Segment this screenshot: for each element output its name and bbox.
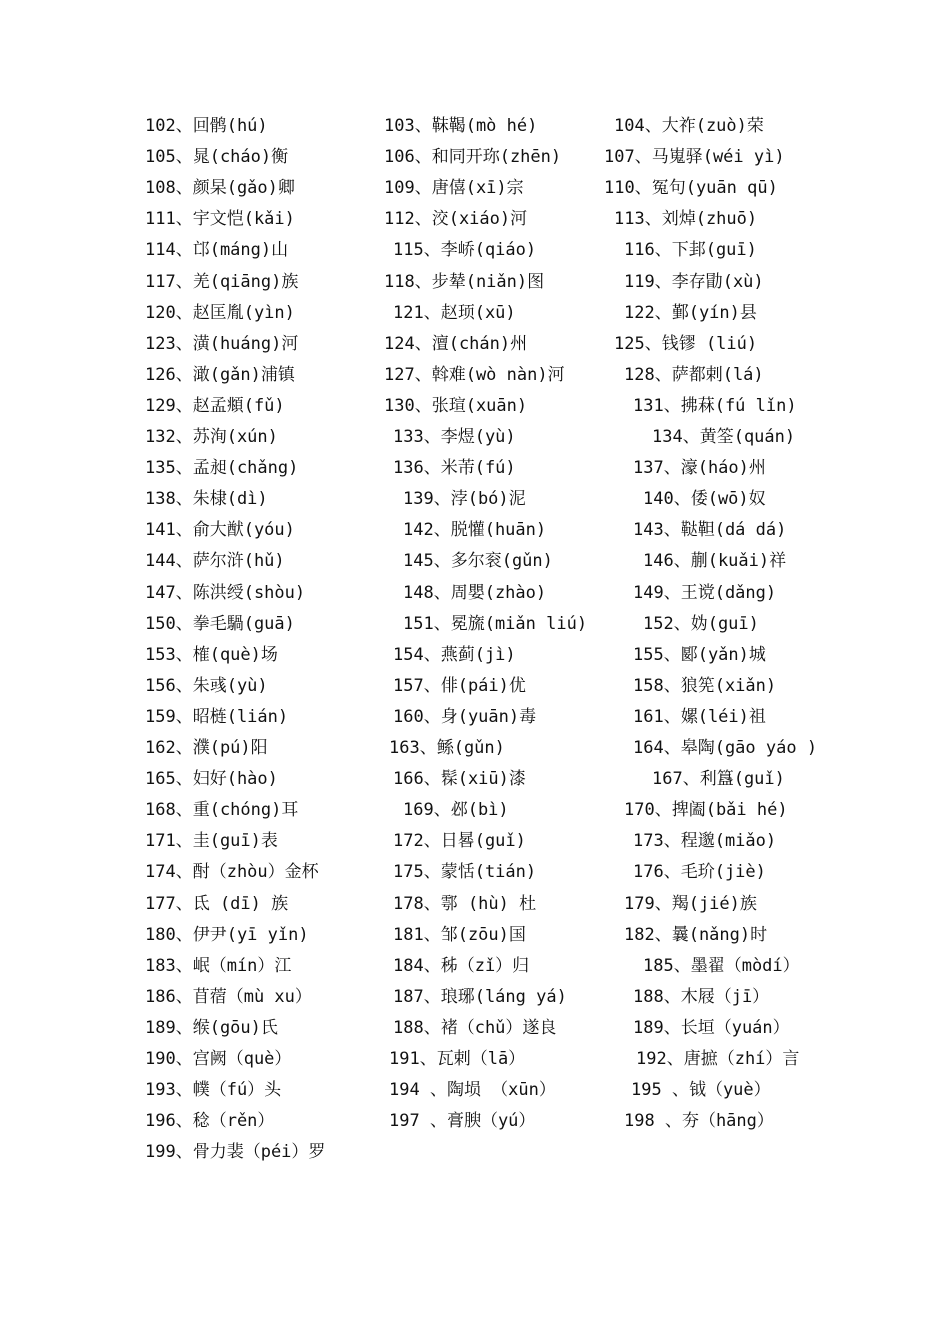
term-entry: 143、鞑靼(dá dá) (633, 520, 787, 541)
entry-row (0, 1017, 950, 1047)
entry-row (0, 768, 950, 798)
term-entry: 147、陈洪绶(shòu) (145, 582, 306, 603)
term-entry: 108、颜杲(gǎo)卿 (145, 178, 295, 199)
entry-row (0, 924, 950, 954)
term-entry: 102、回鹘(hú) (145, 116, 268, 136)
term-entry: 170、捭阖(bǎi hé) (624, 800, 788, 821)
term-entry: 179、羯(jié)族 (624, 893, 757, 914)
entry-row (0, 737, 950, 767)
entry-row (0, 271, 950, 301)
entry-row (0, 115, 950, 145)
term-entry: 189、长垣（yuán） (633, 1017, 790, 1038)
entry-row (0, 675, 950, 705)
entry-row (0, 830, 950, 860)
entry-row (0, 146, 950, 176)
term-entry: 116、下邽(guī) (624, 240, 757, 261)
term-entry: 188、木屐（jī） (633, 986, 770, 1007)
term-entry: 127、斡难(wò nàn)河 (384, 364, 565, 385)
term-entry: 164、皋陶(gāo yáo ) (633, 738, 818, 758)
term-entry: 138、朱棣(dì) (145, 489, 268, 510)
term-entry: 152、妫(guī) (643, 613, 759, 634)
entry-row (0, 426, 950, 456)
term-entry: 129、赵孟頫(fǔ) (145, 395, 285, 416)
term-entry: 126、澉(gǎn)浦镇 (145, 364, 295, 385)
term-entry: 182、曩(nǎng)时 (624, 924, 768, 945)
term-entry: 151、冕旒(miǎn liú) (403, 613, 588, 634)
term-entry: 193、幞（fú）头 (145, 1080, 282, 1101)
term-entry: 142、脱懽(huān) (403, 520, 547, 541)
entry-row (0, 1141, 950, 1171)
term-entry: 123、潢(huáng)河 (145, 333, 299, 354)
entry-row (0, 177, 950, 207)
entry-row (0, 395, 950, 425)
term-entry: 141、俞大猷(yóu) (145, 520, 295, 541)
term-entry: 171、圭(guī)表 (145, 831, 278, 852)
term-entry: 187、琅琊(láng yá) (393, 986, 567, 1007)
entry-row (0, 1048, 950, 1078)
entry-row (0, 519, 950, 549)
term-entry: 119、李存勖(xù) (624, 271, 764, 292)
entry-row (0, 986, 950, 1016)
term-entry: 175、蒙恬(tián) (393, 862, 537, 883)
entry-row (0, 893, 950, 923)
term-entry: 190、宫阙（què） (145, 1049, 292, 1069)
term-entry: 139、浡(bó)泥 (403, 489, 526, 510)
term-entry: 168、重(chóng)耳 (145, 800, 299, 821)
term-entry: 191、瓦剌（lā） (389, 1049, 526, 1069)
entry-row (0, 582, 950, 612)
term-entry: 192、唐摭（zhí）言 (636, 1049, 800, 1069)
term-entry: 174、酎（zhòu）金杯 (145, 862, 319, 883)
term-entry: 188、褚（chǔ）遂良 (393, 1017, 557, 1038)
term-entry: 198 、夯（hāng） (624, 1111, 774, 1132)
term-entry: 173、程邈(miǎo) (633, 831, 777, 852)
term-entry: 109、唐僖(xī)宗 (384, 178, 524, 199)
term-entry: 111、宇文恺(kǎi) (145, 209, 295, 230)
term-entry: 120、赵匡胤(yìn) (145, 302, 295, 323)
entry-row (0, 239, 950, 269)
term-entry: 128、萨都剌(lá) (624, 364, 764, 385)
entry-row (0, 488, 950, 518)
term-entry: 125、钱镠 (liú) (614, 333, 758, 354)
term-entry: 112、洨(xiáo)河 (384, 209, 528, 230)
entry-row (0, 799, 950, 829)
term-entry: 186、苜蓿（mù xu） (145, 986, 312, 1007)
term-entry: 133、李煜(yù) (393, 427, 516, 447)
term-entry: 148、周嬰(zhào) (403, 582, 547, 603)
term-entry: 118、步辇(niǎn)图 (384, 271, 545, 292)
term-entry: 155、郾(yǎn)城 (633, 644, 766, 665)
entry-row (0, 208, 950, 238)
entry-row (0, 333, 950, 363)
entry-row (0, 302, 950, 332)
term-entry: 185、墨翟（mòdí） (643, 955, 800, 976)
term-entry: 160、身(yuān)毒 (393, 706, 537, 727)
term-entry: 122、鄞(yín)县 (624, 302, 757, 323)
term-entry: 114、邙(máng)山 (145, 240, 289, 261)
term-entry: 136、米芾(fú) (393, 458, 516, 479)
term-entry: 103、靺鞨(mò hé) (384, 116, 538, 136)
term-entry: 106、和同开珎(zhēn) (384, 147, 562, 168)
term-entry: 156、朱彧(yù) (145, 675, 268, 696)
term-entry: 195 、钺（yuè） (631, 1080, 771, 1101)
term-entry: 105、晁(cháo)衡 (145, 147, 289, 168)
term-entry: 165、妇好(hào) (145, 769, 278, 790)
term-entry: 181、邹(zōu)国 (393, 924, 526, 945)
term-entry: 135、孟昶(chǎng) (145, 458, 299, 479)
term-entry: 150、拳毛騧(guā) (145, 613, 295, 634)
term-entry: 199、骨力裴（péi）罗 (145, 1142, 326, 1163)
term-entry: 149、王谠(dǎng) (633, 582, 777, 603)
term-entry: 167、利簋(guǐ) (652, 769, 785, 790)
term-entry: 131、拂菻(fú lǐn) (633, 395, 797, 416)
term-entry: 144、萨尔浒(hǔ) (145, 551, 285, 572)
term-entry: 197 、膏腴（yú） (389, 1111, 536, 1132)
term-entry: 162、濮(pú)阳 (145, 738, 268, 758)
term-entry: 159、昭梿(lián) (145, 706, 289, 727)
term-entry: 153、榷(què)场 (145, 644, 278, 665)
entry-row (0, 364, 950, 394)
entry-row (0, 644, 950, 674)
term-entry: 196、稔（rěn） (145, 1111, 275, 1132)
term-entry: 157、俳(pái)优 (393, 675, 526, 696)
term-entry: 183、岷（mín）江 (145, 955, 292, 976)
entry-row (0, 861, 950, 891)
term-entry: 124、澶(chán)州 (384, 333, 528, 354)
term-entry: 121、赵顼(xū) (393, 302, 516, 323)
entry-row (0, 706, 950, 736)
entry-row (0, 457, 950, 487)
term-entry: 184、秭（zǐ）归 (393, 955, 530, 976)
term-entry: 166、髹(xiū)漆 (393, 769, 526, 790)
entry-row (0, 1110, 950, 1140)
entry-row (0, 613, 950, 643)
term-entry: 146、蒯(kuǎi)祥 (643, 551, 787, 572)
term-entry: 130、张瑄(xuān) (384, 395, 528, 416)
term-entry: 178、鄠 (hù) 杜 (393, 893, 537, 914)
term-entry: 163、鲧(gǔn) (389, 738, 505, 758)
term-entry: 137、濠(háo)州 (633, 458, 766, 479)
term-entry: 176、毛玠(jiè) (633, 862, 766, 883)
term-entry: 110、冤句(yuān qū) (604, 178, 778, 199)
term-entry: 104、大祚(zuò)荣 (614, 116, 764, 136)
term-entry: 180、伊尹(yī yǐn) (145, 924, 309, 945)
term-entry: 134、黄筌(quán) (652, 427, 796, 447)
term-entry: 194 、陶埙 （xūn） (389, 1080, 556, 1101)
entry-row (0, 550, 950, 580)
term-entry: 145、多尔衮(gǔn) (403, 551, 553, 572)
entry-row (0, 955, 950, 985)
term-entry: 113、刘焯(zhuō) (614, 209, 758, 230)
term-entry: 169、邲(bì) (403, 800, 509, 821)
term-entry: 172、日晷(guǐ) (393, 831, 526, 852)
term-entry: 132、苏洵(xún) (145, 427, 278, 447)
term-entry: 140、倭(wō)奴 (643, 489, 766, 510)
term-entry: 189、缑(gōu)氏 (145, 1017, 278, 1038)
term-entry: 107、马嵬驿(wéi yì) (604, 147, 785, 168)
term-entry: 177、氐 (dī) 族 (145, 893, 289, 914)
term-entry: 161、嫘(léi)祖 (633, 706, 766, 727)
term-entry: 158、狼筅(xiǎn) (633, 675, 777, 696)
entry-row (0, 1079, 950, 1109)
term-entry: 117、羌(qiāng)族 (145, 271, 299, 292)
term-entry: 154、燕蓟(jì) (393, 644, 516, 665)
term-entry: 115、李峤(qiáo) (393, 240, 537, 261)
